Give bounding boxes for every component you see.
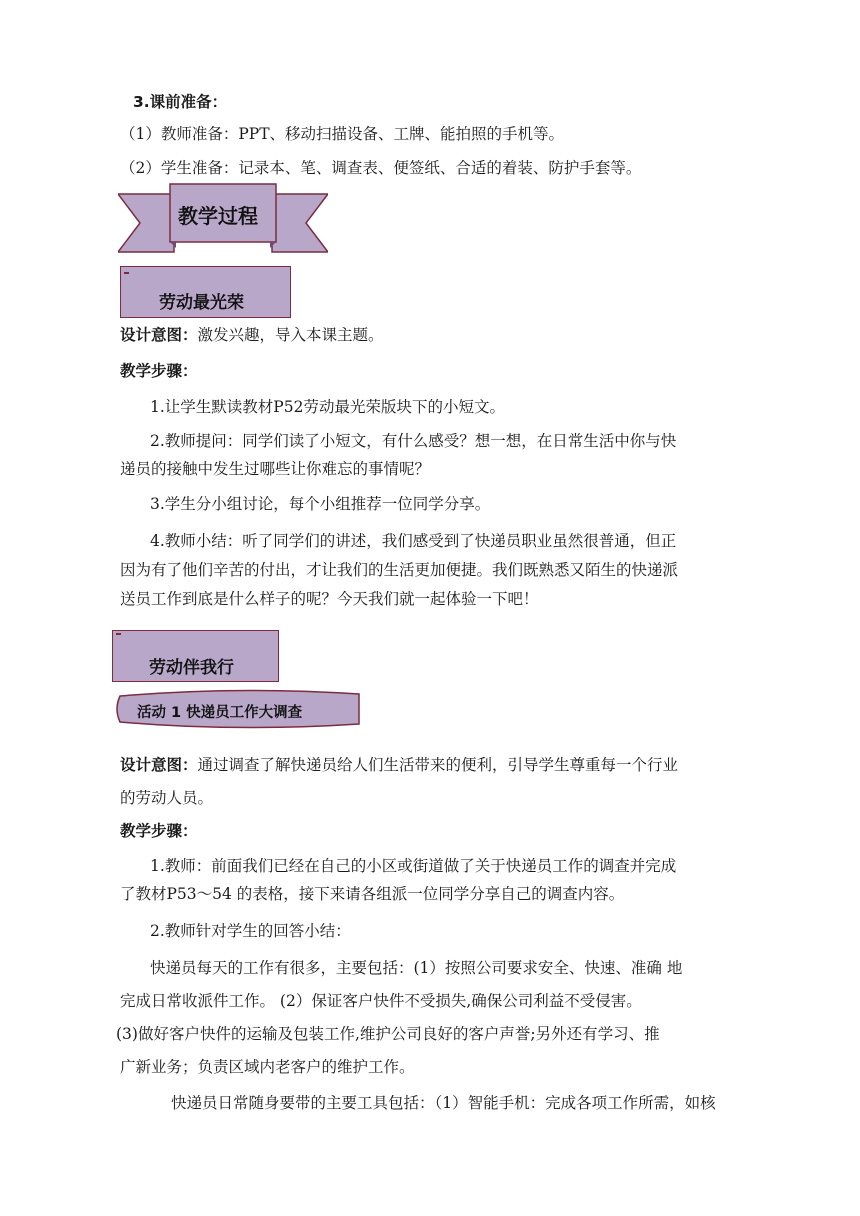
- design-intent-text: 激发兴趣，导入本课主题。: [197, 326, 384, 344]
- teaching-process-banner: [118, 182, 328, 258]
- design-intent-1: [120, 325, 384, 345]
- design-intent-label: 设计意图：: [120, 326, 198, 344]
- s1-step4-line1: 4.教师小结：听了同学们的讲述，我们感受到了快递员职业虽然很普通，但正: [150, 532, 677, 550]
- steps-label-2: 教学步骤：: [120, 822, 198, 840]
- activity-title: 活动 1 快递员工作大调查: [137, 705, 303, 721]
- design-intent-2-line2: 的劳动人员。: [120, 789, 214, 807]
- s2-para3-line1: 快递员日常随身要带的主要工具包括：（1）智能手机：完成各项工作所需，如核: [171, 1094, 716, 1112]
- s2-para1-line2: 完成日常收派件工作。 (2）保证客户快件不受损失,确保公司利益不受侵害。: [120, 992, 642, 1010]
- prep-heading: 3.课前准备：: [133, 93, 228, 111]
- design-intent-text-2: 通过调查了解快递员给人们生活带来的便利，引导学生尊重每一个行业: [197, 756, 679, 774]
- section-title-1: 劳动最光荣: [159, 293, 244, 313]
- design-intent-2: [120, 755, 678, 775]
- section-title-box-2: [112, 630, 279, 682]
- section-title-box-1: [120, 266, 291, 318]
- s2-step1-line1: 1.教师：前面我们已经在自己的小区或街道做了关于快递员工作的调查并完成: [150, 857, 677, 875]
- section-title-2: 劳动伴我行: [149, 658, 234, 678]
- design-intent-label-2: 设计意图：: [120, 756, 198, 774]
- s1-step2-line2: 递员的接触中发生过哪些让你难忘的事情呢？: [120, 460, 431, 478]
- s1-step1: 1.让学生默读教材P52劳动最光荣版块下的小短文。: [150, 398, 505, 416]
- s1-step3: 3.学生分小组讨论，每个小组推荐一位同学分享。: [150, 495, 491, 513]
- s1-step2-line1: 2.教师提问：同学们读了小短文，有什么感受？想一想，在日常生活中你与快: [150, 432, 677, 450]
- banner-label: 教学过程: [178, 204, 258, 228]
- s2-para2-line1: (3)做好客户快件的运输及包装工作,维护公司良好的客户声誉;另外还有学习、推: [116, 1025, 660, 1043]
- s1-step4-line2: 因为有了他们辛苦的付出，才让我们的生活更加便捷。我们既熟悉又陌生的快递派: [120, 561, 679, 579]
- activity-banner: [112, 688, 362, 732]
- s2-para1-line1: 快递员每天的工作有很多，主要包括：(1）按照公司要求安全、快速、准确 地: [150, 959, 683, 977]
- s2-step1-line2: 了教材P53～54 的表格，接下来请各组派一位同学分享自己的调查内容。: [120, 885, 625, 903]
- prep-teacher: （1）教师准备：PPT、移动扫描设备、工牌、能拍照的手机等。: [120, 125, 565, 143]
- steps-label-1: 教学步骤：: [120, 362, 198, 380]
- prep-student: （2）学生准备：记录本、笔、调查表、便签纸、合适的着装、防护手套等。: [120, 159, 642, 177]
- s1-step4-line3: 送员工作到底是什么样子的呢？今天我们就一起体验一下吧！: [120, 590, 539, 608]
- s2-step2: 2.教师针对学生的回答小结：: [150, 922, 351, 940]
- s2-para2-line2: 广新业务；负责区域内老客户的维护工作。: [120, 1058, 415, 1076]
